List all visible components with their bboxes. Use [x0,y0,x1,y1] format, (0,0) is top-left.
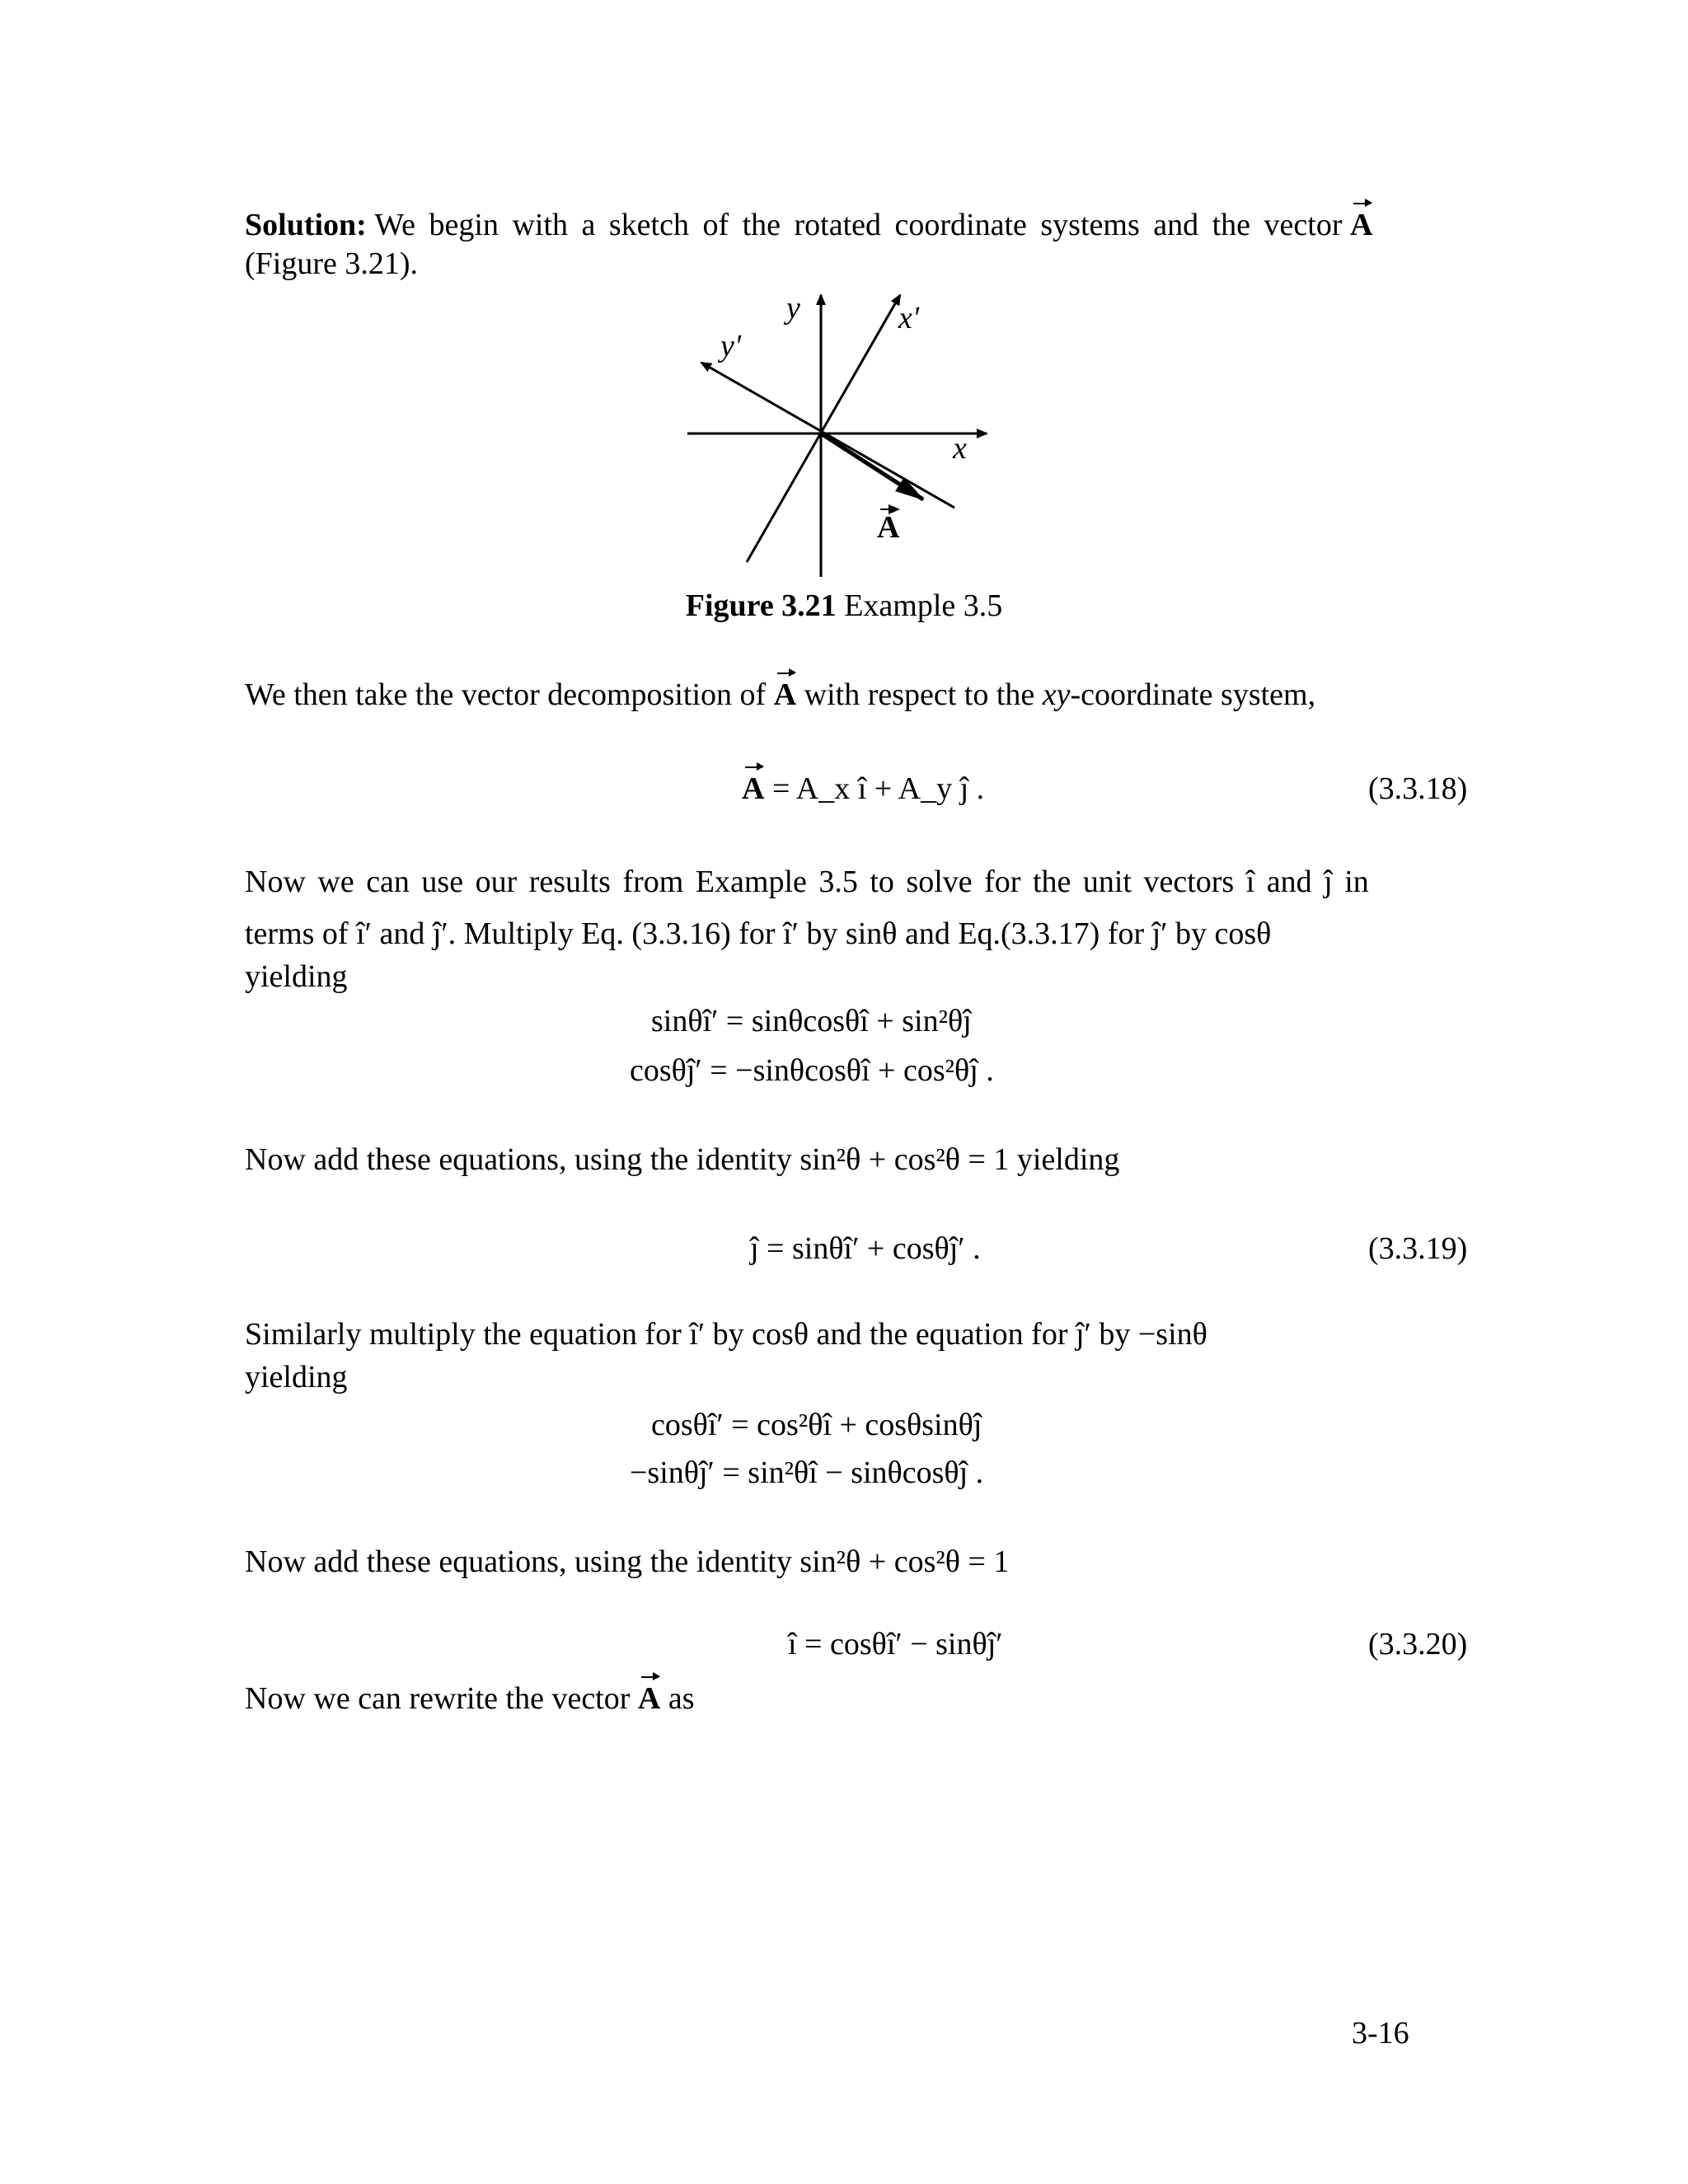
vector-A: A [637,1681,661,1716]
eq18-rhs: = A_x î + A_y ĵ . [771,771,985,806]
p2-middle: with respect to the [804,677,1035,712]
label-y: y [786,291,800,326]
intro-text: We begin with a sketch of the rotated coordinate systems and the vector [374,208,1343,242]
p3-line-2: terms of î′ and ĵ′. Multiply Eq. (3.3.16) for î′ by sinθ and Eq.(3.3.17) for ĵ′ by cosθ [245,916,1272,951]
p7-before: Now we can rewrite the vector [245,1681,631,1716]
p4-line: Now add these equations, using the identity sin²θ + cos²θ = 1 yielding [245,1142,1120,1177]
equation-3-3-20: î = cosθî′ − sinθĵ′ [788,1627,1003,1661]
label-x-prime: x' [898,301,919,335]
p6-line: Now add these equations, using the identity sin²θ + cos²θ = 1 [245,1544,1010,1579]
eq18-lhs: A [742,771,765,806]
label-y-prime: y' [720,329,741,363]
equation-number-3-3-19: (3.3.19) [1368,1231,1468,1266]
p2-before: We then take the vector decomposition of [245,677,767,712]
equation-cos-j-prime: cosθĵ′ = −sinθcosθî + cos²θĵ . [630,1053,994,1088]
label-A: A [877,510,900,545]
label-x: x [953,431,967,466]
vector-A-arrow [821,434,923,499]
equation-number-3-3-18: (3.3.18) [1368,771,1468,806]
p3-line-1: Now we can use our results from Example 3.5 to solve for the unit vectors î and ĵ in [245,865,1369,899]
vector-A: A [773,677,797,712]
p2-line [245,676,1315,714]
equation-sin-i-prime: sinθî′ = sinθcosθî + sin²θĵ [651,1004,972,1038]
equation-number-3-3-20: (3.3.20) [1368,1627,1468,1661]
p2-xy: xy [1042,677,1071,712]
page-number: 3-16 [1352,2016,1409,2050]
equation-3-3-19: ĵ = sinθî′ + cosθĵ′ . [750,1231,981,1266]
rotated-axes-figure [0,0,1688,593]
figure-caption [0,587,1688,625]
caption-label: Figure 3.21 [685,588,837,623]
p7-line [245,1680,695,1718]
p2-after: -coordinate system, [1070,677,1316,712]
p5-line-1: Similarly multiply the equation for î′ by cosθ and the equation for ĵ′ by −sinθ [245,1317,1207,1352]
p3-line-3: yielding [245,959,348,994]
equation-3-3-18 [742,770,984,808]
intro-line-2: (Figure 3.21). [245,246,419,281]
p7-after: as [668,1681,695,1716]
p5-line-2: yielding [245,1360,348,1394]
y-prime-axis [701,363,954,508]
solution-label: Solution: [245,208,367,242]
caption-text: Example 3.5 [844,588,1003,623]
equation-sin-j-prime: −sinθĵ′ = sin²θî − sinθcosθĵ . [630,1455,984,1490]
equation-cos-i-prime: cosθî′ = cos²θî + cosθsinθĵ [651,1408,982,1442]
vector-A: A [1349,208,1373,242]
